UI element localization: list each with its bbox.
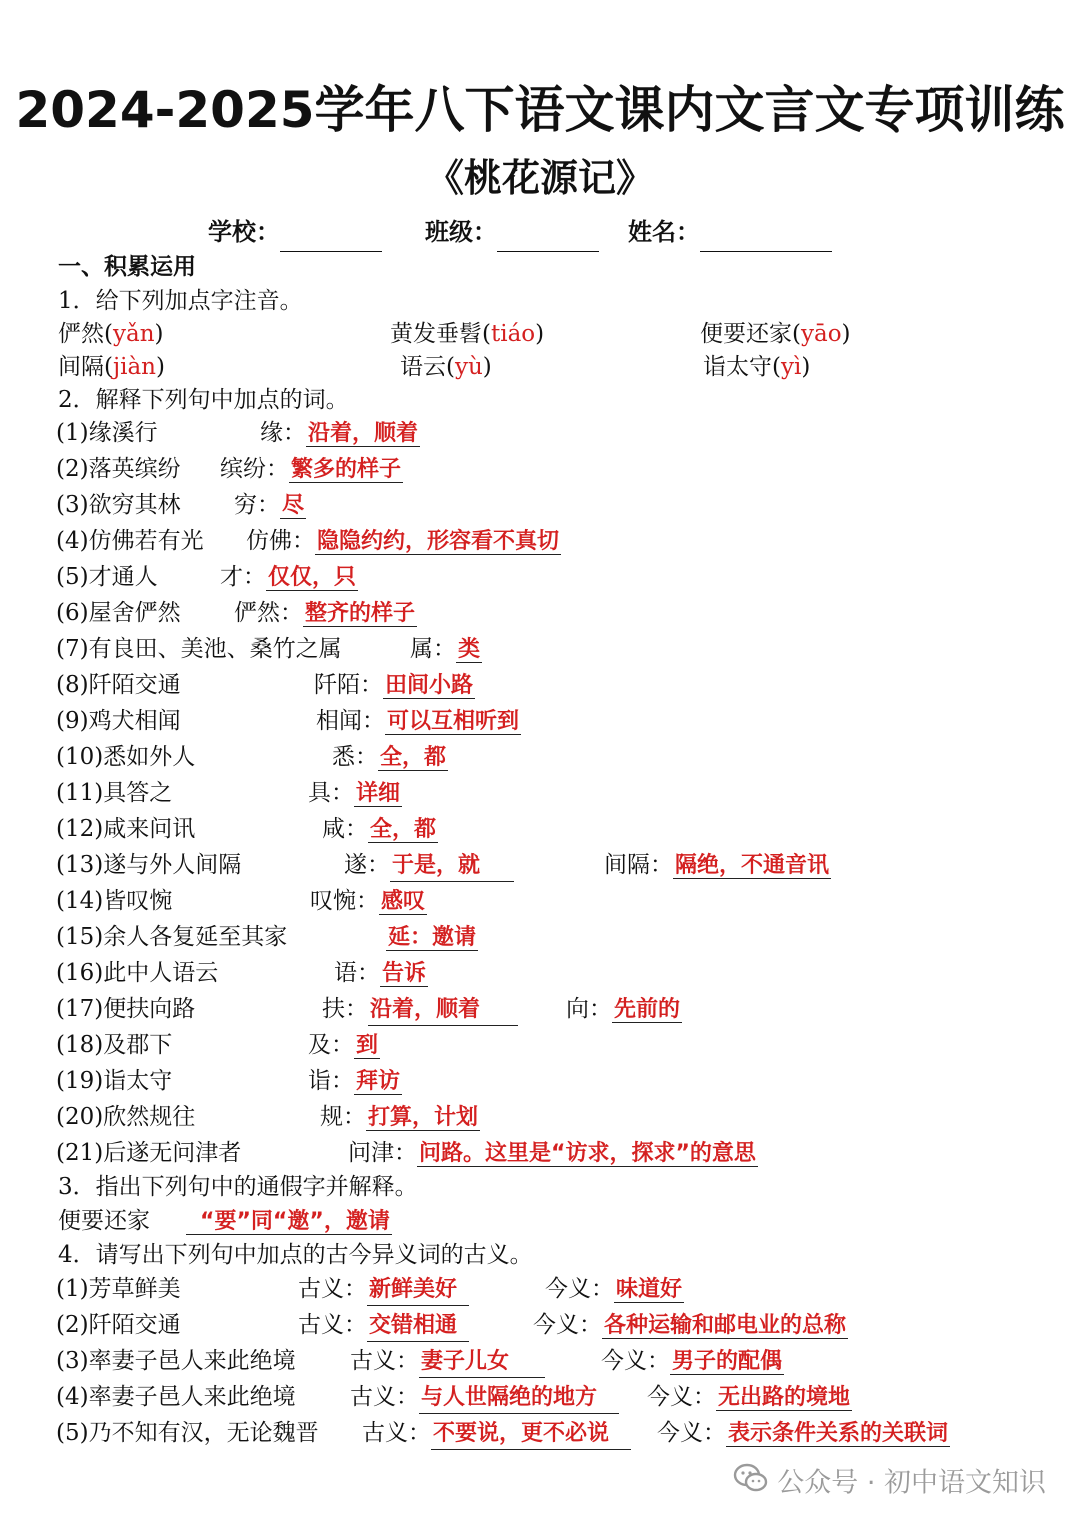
watermark-text: 公众号 · 初中语文知识: [777, 1467, 1046, 1499]
q4-row: (3)率妻子邑人来此绝境 古义：妻子儿女 今义：男子的配偶: [56, 1344, 784, 1378]
q2-row: (10)悉如外人 悉：全，都: [56, 744, 447, 770]
class-blank: [497, 225, 599, 252]
q2-row: (14)皆叹惋 叹惋：感叹: [56, 888, 426, 914]
q4-row: (1)芳草鲜美 古义：新鲜美好 今义：味道好: [56, 1272, 684, 1306]
school-label: 学校：: [208, 218, 280, 246]
q2-prompt: 2．解释下列句中加点的词。: [58, 387, 349, 413]
q2-row: (21)后遂无问津者 问津：问路。这里是“访求，探求”的意思: [56, 1140, 756, 1166]
q2-row: (5)才通人 才：仅仅，只: [56, 564, 357, 590]
q3-row: 便要还家 “要”同“邀”，邀请: [58, 1208, 390, 1234]
q1-item: 俨然(yǎn): [58, 321, 164, 347]
q2-row: (13)遂与外人间隔 遂：于是，就 间隔：隔绝，不通音讯: [56, 848, 831, 882]
q1-item: 诣太守(yì): [703, 354, 811, 380]
q2-row: (18)及郡下 及：到: [56, 1032, 379, 1058]
q2-row: (19)诣太守 诣：拜访: [56, 1068, 401, 1094]
wechat-icon: [733, 1462, 769, 1506]
section-heading: 一、积累运用: [58, 254, 196, 280]
q1-item: 黄发垂髫(tiáo): [390, 321, 545, 347]
q2-row: (7)有良田、美池、桑竹之属 属：类: [56, 636, 481, 662]
q1-item: 便要还家(yāo): [700, 321, 851, 347]
q2-row: (8)阡陌交通 阡陌：田间小路: [56, 672, 474, 698]
q1-prompt: 1．给下列加点字注音。: [58, 288, 303, 314]
class-label: 班级：: [425, 218, 497, 246]
q2-row: (20)欣然规往 规：打算，计划: [56, 1104, 479, 1130]
q1-item: 间隔(jiàn): [58, 354, 165, 380]
q2-row: (1)缘溪行 缘：沿着，顺着: [56, 420, 419, 446]
class-field: [425, 212, 599, 252]
q2-row: (17)便扶向路 扶：沿着，顺着 向：先前的: [56, 992, 682, 1026]
school-blank: [280, 225, 382, 252]
name-field: [628, 212, 832, 252]
q2-row: (11)具答之 具：详细: [56, 780, 401, 806]
q2-row: (6)屋舍俨然 俨然：整齐的样子: [56, 600, 416, 626]
q2-row: (3)欲穷其林 穷：尽: [56, 492, 305, 518]
page-title: 2024-2025学年八下语文课内文言文专项训练: [15, 81, 1065, 139]
name-blank: [700, 225, 832, 252]
q2-row: (12)咸来问讯 咸：全，都: [56, 816, 437, 842]
q4-row: (4)率妻子邑人来此绝境 古义：与人世隔绝的地方 今义：无出路的境地: [56, 1380, 852, 1414]
q1-item: 语云(yù): [400, 354, 492, 380]
q4-row: (2)阡陌交通 古义：交错相通 今义：各种运输和邮电业的总称: [56, 1308, 848, 1342]
q3-prompt: 3．指出下列句中的通假字并解释。: [58, 1174, 418, 1200]
page-subtitle: 《桃花源记》: [425, 156, 654, 200]
q4-row: (5)乃不知有汉，无论魏晋 古义：不要说，更不必说 今义：表示条件关系的关联词: [56, 1416, 950, 1450]
q2-row: (2)落英缤纷 缤纷：繁多的样子: [56, 456, 402, 482]
q2-row: (9)鸡犬相闻 相闻：可以互相听到: [56, 708, 520, 734]
school-field: [208, 212, 382, 252]
q2-row: (16)此中人语云 语：告诉: [56, 960, 427, 986]
name-label: 姓名：: [628, 218, 700, 246]
q2-row: (4)仿佛若有光 仿佛：隐隐约约，形容看不真切: [56, 528, 560, 554]
q2-row: (15)余人各复延至其家 延：邀请: [56, 924, 477, 950]
q4-prompt: 4．请写出下列句中加点的古今异义词的古义。: [58, 1242, 533, 1268]
watermark: [733, 1462, 1046, 1506]
